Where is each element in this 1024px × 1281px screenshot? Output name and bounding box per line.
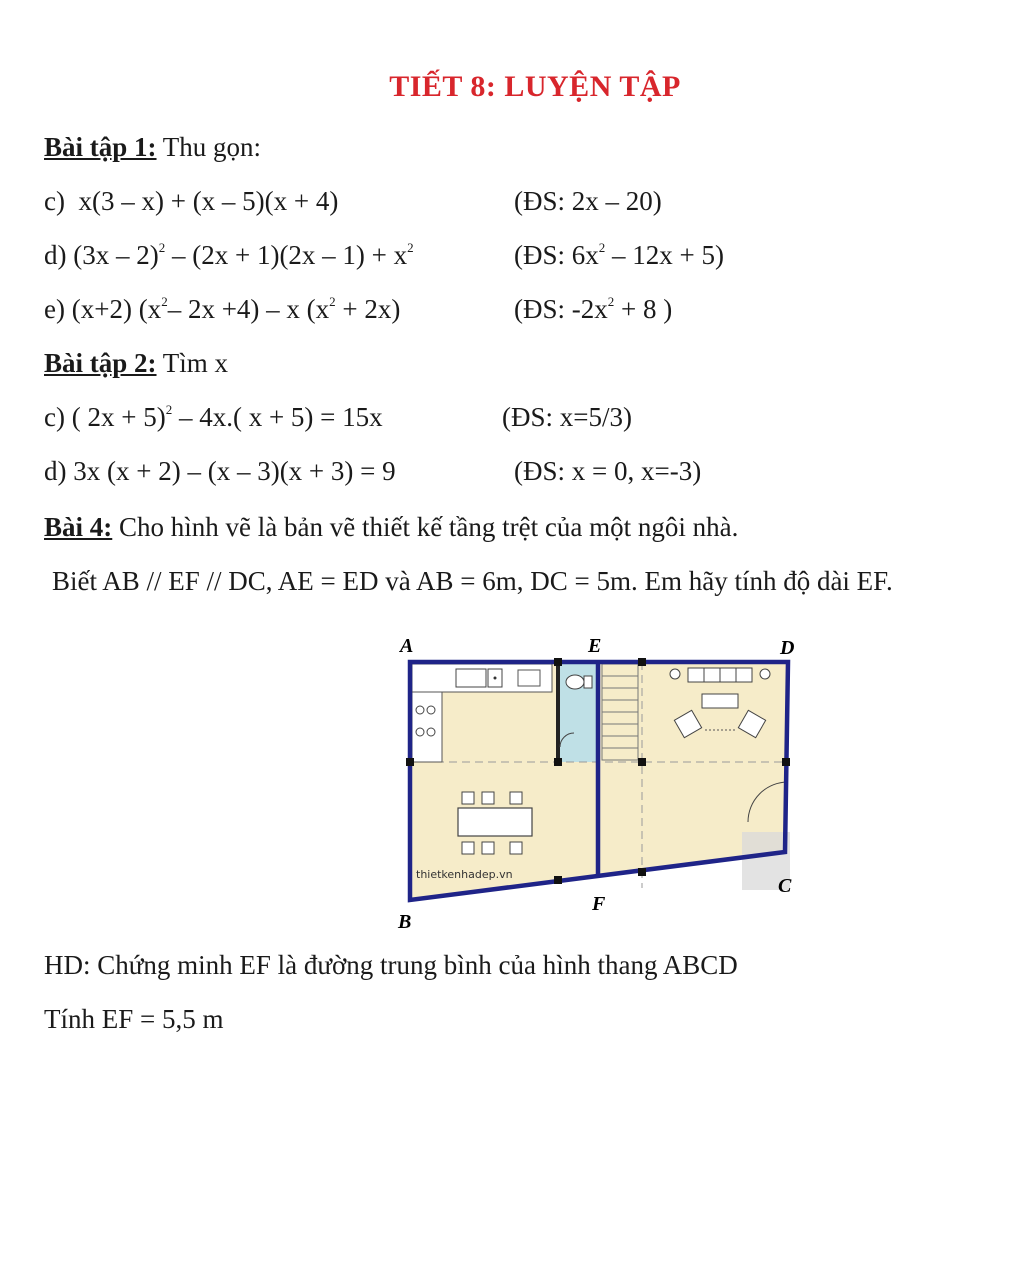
item-id: d) bbox=[44, 240, 67, 270]
exponent: 2 bbox=[598, 240, 606, 255]
dining-table-icon bbox=[458, 808, 532, 836]
label-d: D bbox=[780, 637, 795, 659]
chair-icon bbox=[482, 792, 494, 804]
coffee-table-icon bbox=[702, 694, 738, 708]
item-expression: (x+2) (x bbox=[71, 294, 162, 324]
kitchen-counter-side bbox=[412, 692, 442, 762]
exponent: 2 bbox=[329, 294, 336, 309]
ex2-prompt: Tìm x bbox=[156, 348, 229, 378]
ex4-heading: Bài 4: bbox=[44, 512, 113, 542]
ex2-heading: Bài tập 2: bbox=[44, 348, 157, 378]
hint-line-1: HD: Chứng minh EF là đường trung bình của hình thang ABCD bbox=[44, 950, 738, 980]
ex1-item-c bbox=[44, 186, 338, 217]
kitchen-counter bbox=[412, 664, 552, 692]
label-b: B bbox=[398, 911, 412, 933]
ex1-heading-line bbox=[44, 132, 261, 163]
ex4-line-2: Biết AB // EF // DC, AE = ED và AB = 6m, DC = 5m. Em hãy tính độ dài EF. bbox=[52, 566, 893, 596]
chair-icon bbox=[510, 842, 522, 854]
answer-part: + 8 ) bbox=[614, 294, 673, 324]
answer-part: – 12x + 5) bbox=[605, 240, 724, 270]
ex2-item-d bbox=[44, 456, 396, 487]
item-expression: – 4x.( x + 5) = 15x bbox=[172, 402, 383, 432]
chair-icon bbox=[462, 842, 474, 854]
ex1-item-e bbox=[44, 294, 400, 325]
item-expression: + 2x) bbox=[335, 294, 401, 324]
page-title: TIẾT 8: LUYỆN TẬP bbox=[389, 70, 681, 103]
answer-part: (ĐS: 6x bbox=[514, 240, 599, 270]
wall-marker bbox=[554, 876, 562, 884]
ex1-item-e-answer bbox=[514, 294, 672, 325]
label-a: A bbox=[400, 635, 414, 657]
ex2-item-d-answer: (ĐS: x = 0, x=-3) bbox=[514, 456, 702, 486]
item-id: e) bbox=[44, 294, 65, 324]
ex2-item-c-answer: (ĐS: x=5/3) bbox=[502, 402, 632, 432]
ex1-prompt: Thu gọn: bbox=[156, 132, 262, 162]
exponent: 2 bbox=[161, 294, 168, 309]
item-id: c) bbox=[44, 402, 65, 432]
toilet-icon bbox=[566, 675, 584, 689]
floor-plan-figure bbox=[370, 622, 810, 942]
wall-marker bbox=[554, 758, 562, 766]
wall-marker bbox=[406, 758, 414, 766]
item-id: c) bbox=[44, 186, 65, 216]
item-expression: – (2x + 1)(2x – 1) + x bbox=[165, 240, 408, 270]
item-expression: 3x (x + 2) – (x – 3)(x + 3) = 9 bbox=[73, 456, 396, 486]
ex1-heading: Bài tập 1: bbox=[44, 132, 157, 162]
ex4-line-1 bbox=[44, 512, 738, 543]
watermark: thietkenhadep.vn bbox=[416, 868, 513, 881]
lamp-icon bbox=[670, 669, 680, 679]
drain-icon bbox=[494, 677, 497, 680]
ex1-item-d bbox=[44, 240, 414, 271]
label-e: E bbox=[588, 635, 602, 657]
ex2-heading-line bbox=[44, 348, 228, 379]
item-id: d) bbox=[44, 456, 67, 486]
wall-marker bbox=[782, 758, 790, 766]
wall-marker bbox=[638, 658, 646, 666]
ex2-item-c bbox=[44, 402, 383, 433]
wall-marker bbox=[638, 868, 646, 876]
exponent: 2 bbox=[407, 240, 414, 255]
ex1-item-d-answer bbox=[514, 240, 724, 271]
ex4-text: Cho hình vẽ là bản vẽ thiết kế tầng trệt của một ngôi nhà. bbox=[112, 512, 739, 542]
item-expression: (3x – 2) bbox=[73, 240, 159, 270]
item-expression: x(3 – x) + (x – 5)(x + 4) bbox=[78, 186, 339, 216]
label-c: C bbox=[778, 875, 792, 897]
chair-icon bbox=[482, 842, 494, 854]
hint-line-2: Tính EF = 5,5 m bbox=[44, 1004, 224, 1034]
chair-icon bbox=[462, 792, 474, 804]
answer-part: (ĐS: -2x bbox=[514, 294, 608, 324]
label-f: F bbox=[592, 893, 606, 915]
chair-icon bbox=[510, 792, 522, 804]
toilet-tank-icon bbox=[584, 676, 592, 688]
exponent: 2 bbox=[158, 240, 166, 255]
item-expression: – 2x +4) – x (x bbox=[167, 294, 330, 324]
ex1-item-c-answer: (ĐS: 2x – 20) bbox=[514, 186, 662, 216]
wall-marker bbox=[638, 758, 646, 766]
wall-marker bbox=[554, 658, 562, 666]
item-expression: ( 2x + 5) bbox=[71, 402, 166, 432]
exponent: 2 bbox=[607, 294, 615, 309]
lamp-icon bbox=[760, 669, 770, 679]
exponent: 2 bbox=[165, 402, 173, 417]
